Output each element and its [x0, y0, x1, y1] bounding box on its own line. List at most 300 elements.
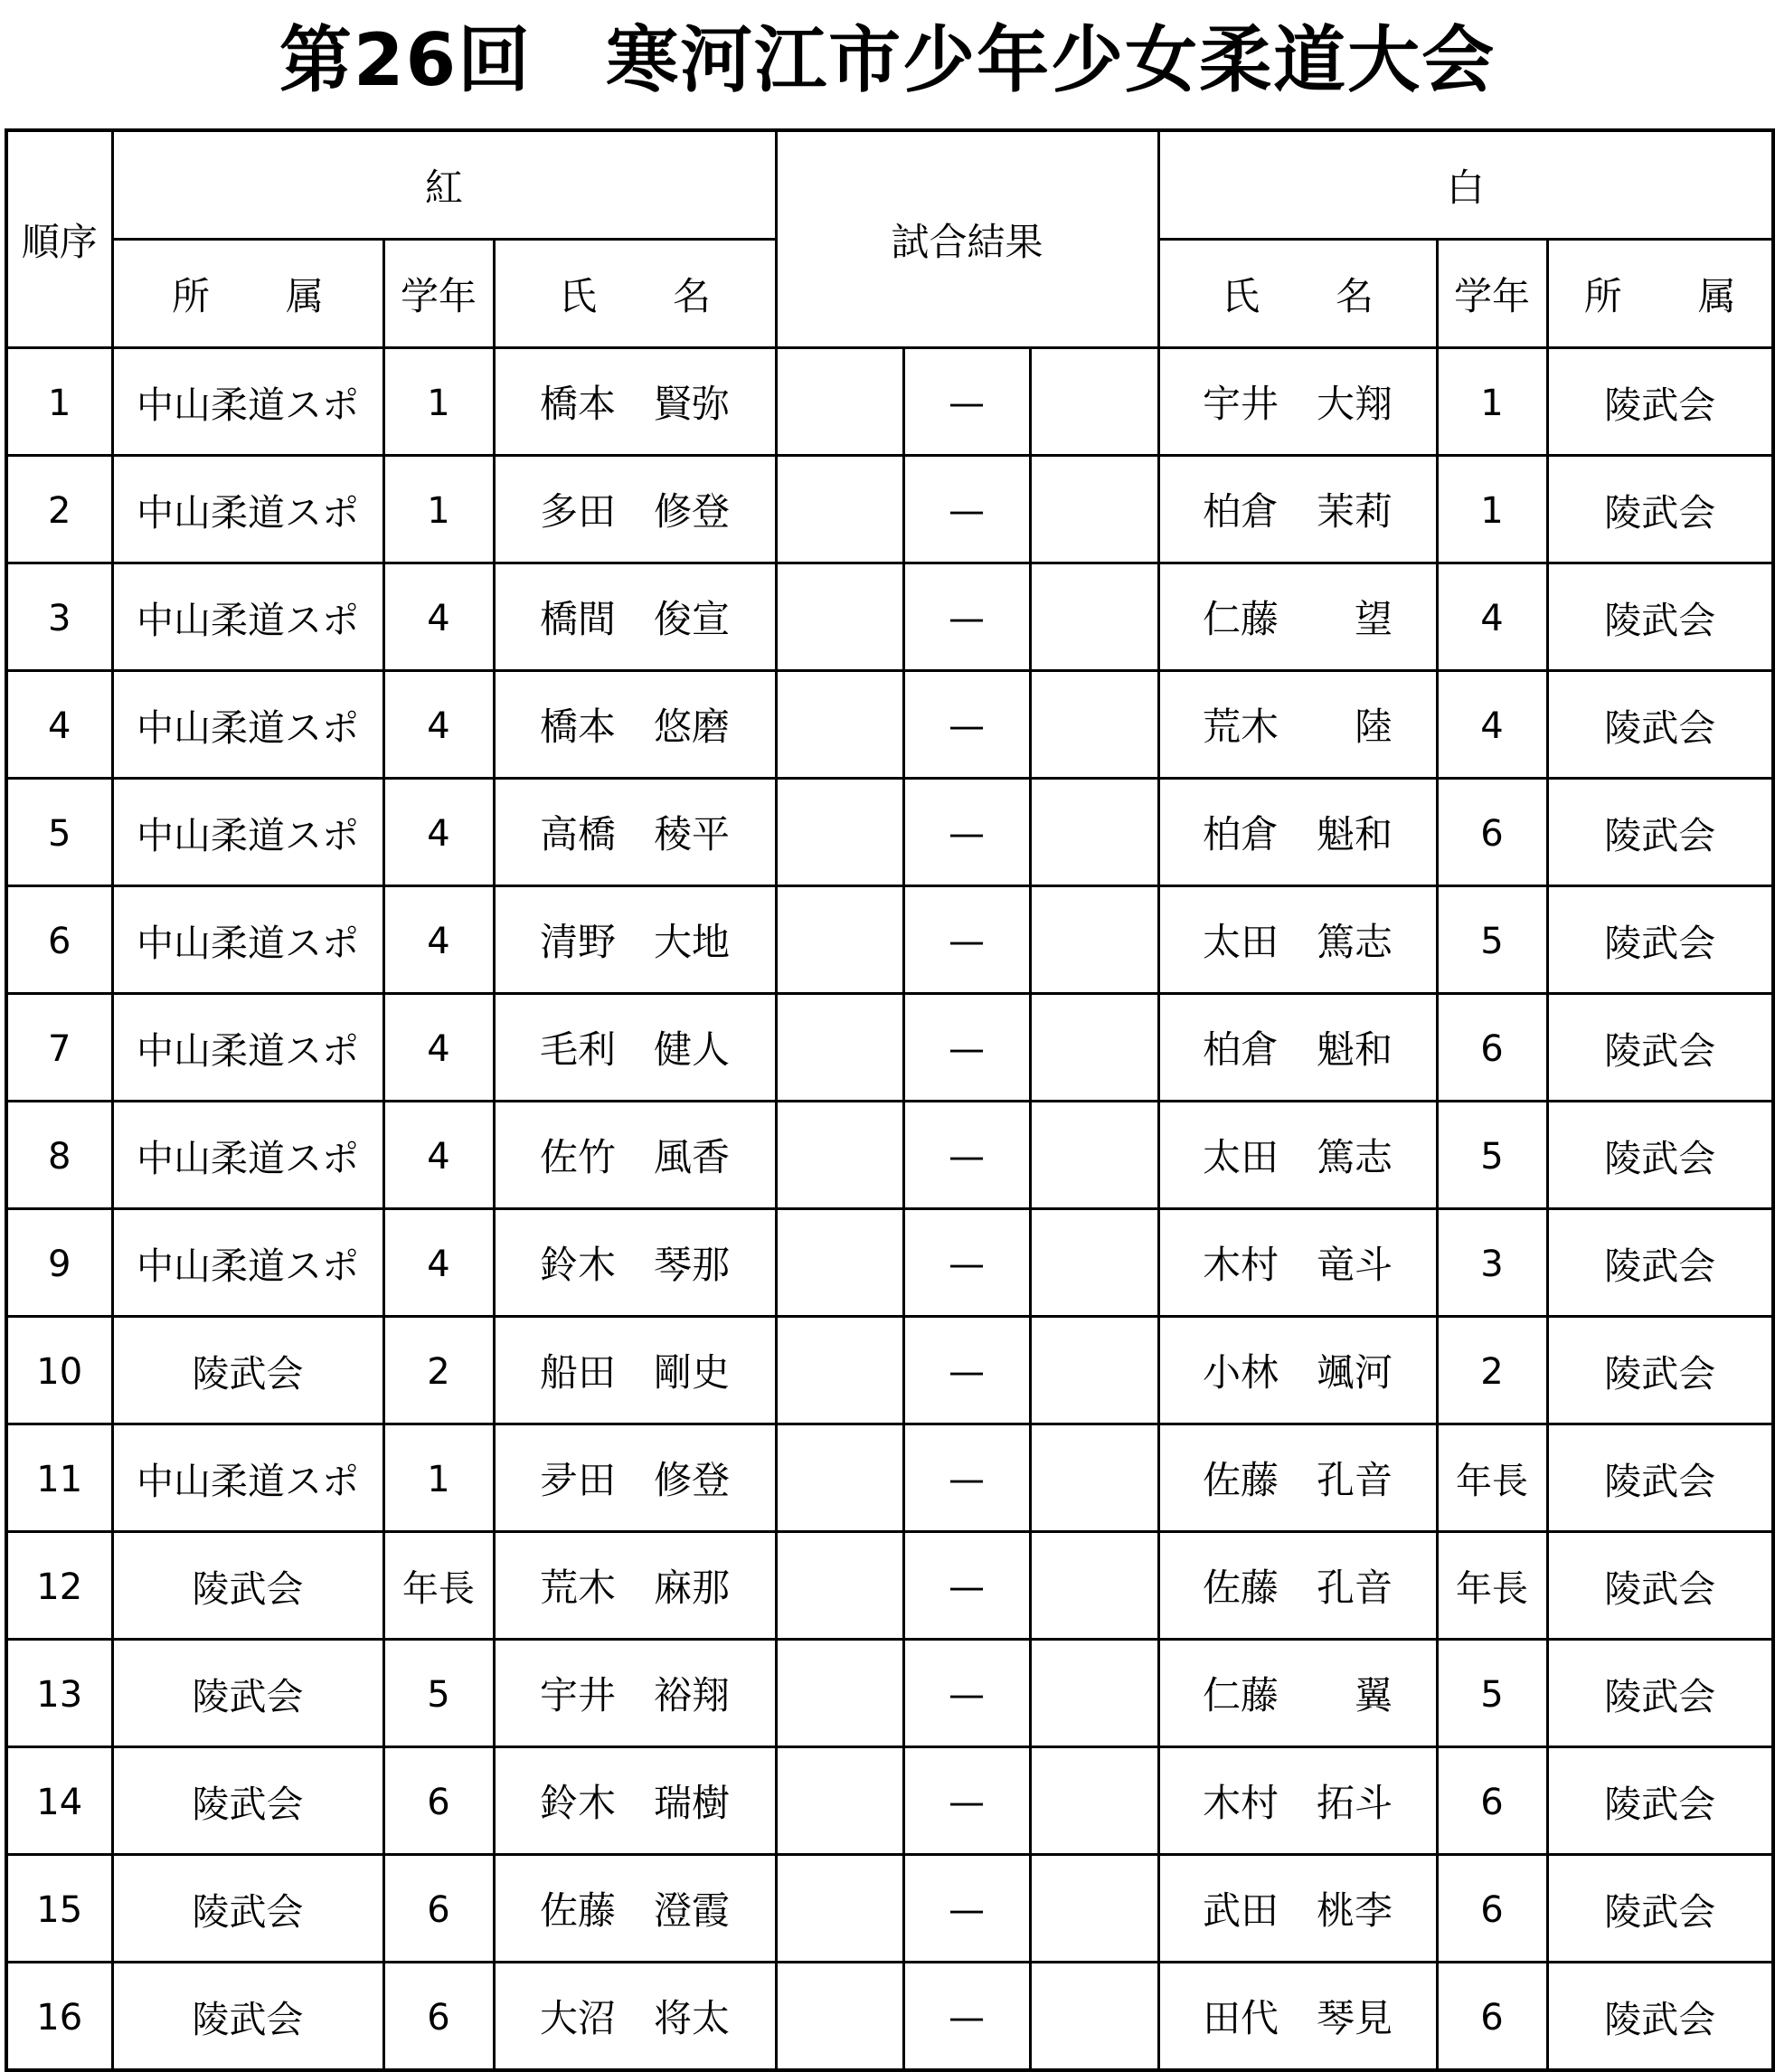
red-grade-cell-text: 4	[427, 705, 450, 747]
red-affiliation-cell	[112, 1102, 383, 1209]
white-grade-cell-text: 6	[1480, 1888, 1504, 1931]
red-score-cell	[776, 1640, 903, 1747]
white-name-cell-text: 佐藤 孔音	[1203, 1458, 1393, 1502]
order-cell-text: 16	[36, 1996, 83, 2039]
red-affiliation-cell-text: 陵武会	[192, 1997, 304, 2041]
table-row	[6, 671, 1773, 779]
score-separator	[903, 1424, 1030, 1532]
white-name-cell	[1158, 456, 1437, 563]
order-cell-text: 8	[48, 1135, 71, 1178]
red-grade-cell	[383, 456, 494, 563]
white-score-cell	[1030, 1747, 1158, 1855]
table-row	[6, 779, 1773, 886]
white-name-cell-text: 仁藤 翼	[1203, 1673, 1393, 1717]
page-title: 第26回 寒河江市少年少女柔道大会	[279, 18, 1496, 102]
red-grade-cell-text: 1	[427, 382, 450, 424]
red-name-cell-text: 宇井 裕翔	[540, 1673, 731, 1717]
white-affiliation-cell	[1547, 994, 1773, 1102]
table-row	[6, 994, 1773, 1102]
red-name-cell-text: 多田 修登	[540, 489, 731, 534]
order-cell	[6, 348, 112, 456]
score-separator-text: —	[949, 597, 986, 639]
red-name-cell-text: 大沼 将太	[540, 1996, 731, 2040]
white-grade-cell	[1437, 671, 1547, 779]
white-grade-cell-text: 5	[1480, 1135, 1504, 1178]
red-name-cell	[494, 563, 776, 671]
white-grade-cell	[1437, 1317, 1547, 1424]
white-affiliation-cell	[1547, 1640, 1773, 1747]
white-affiliation-cell-text: 陵武会	[1604, 1244, 1716, 1288]
white-grade-cell	[1437, 1855, 1547, 1963]
table-row	[6, 886, 1773, 994]
order-cell	[6, 1424, 112, 1532]
red-affiliation-cell	[112, 671, 383, 779]
red-affiliation-cell-text: 中山柔道スポ	[137, 598, 359, 642]
red-grade-cell-text: 2	[427, 1350, 450, 1393]
score-separator	[903, 671, 1030, 779]
table-row	[6, 1317, 1773, 1424]
red-name-cell	[494, 1317, 776, 1424]
red-affiliation-cell	[112, 1963, 383, 2071]
red-affiliation-cell	[112, 1532, 383, 1640]
red-score-cell	[776, 1102, 903, 1209]
red-grade-cell-text: 6	[427, 1996, 450, 2039]
red-score-cell	[776, 886, 903, 994]
red-grade-cell	[383, 1747, 494, 1855]
white-score-cell	[1030, 886, 1158, 994]
score-separator-text: —	[949, 920, 986, 962]
white-score-cell	[1030, 1532, 1158, 1640]
white-name-cell	[1158, 1855, 1437, 1963]
red-name-cell	[494, 994, 776, 1102]
order-cell-text: 10	[36, 1350, 83, 1393]
red-name-cell	[494, 1640, 776, 1747]
order-cell	[6, 779, 112, 886]
header-result: 試合結果	[776, 130, 1158, 348]
white-affiliation-cell-text: 陵武会	[1604, 1889, 1716, 1934]
red-grade-cell	[383, 1640, 494, 1747]
score-separator-text: —	[949, 1566, 986, 1608]
order-cell	[6, 1532, 112, 1640]
white-affiliation-cell-text: 陵武会	[1604, 705, 1716, 750]
score-separator	[903, 779, 1030, 886]
red-name-cell-text: 橋本 悠磨	[540, 705, 731, 749]
order-cell	[6, 456, 112, 563]
red-affiliation-cell-text: 中山柔道スポ	[137, 1459, 359, 1503]
white-affiliation-cell	[1547, 1102, 1773, 1209]
red-affiliation-cell	[112, 1855, 383, 1963]
red-score-cell	[776, 1209, 903, 1317]
table-row	[6, 1209, 1773, 1317]
white-name-cell	[1158, 886, 1437, 994]
red-score-cell	[776, 1963, 903, 2071]
header-row-top	[6, 130, 1773, 240]
score-separator-text: —	[949, 705, 986, 747]
red-score-cell	[776, 348, 903, 456]
red-grade-cell-text: 1	[427, 1458, 450, 1500]
red-affiliation-cell-text: 陵武会	[192, 1889, 304, 1934]
white-score-cell	[1030, 1209, 1158, 1317]
red-score-cell	[776, 1532, 903, 1640]
white-affiliation-cell	[1547, 1209, 1773, 1317]
white-affiliation-cell	[1547, 1532, 1773, 1640]
red-grade-cell-text: 6	[427, 1781, 450, 1823]
table-row	[6, 1102, 1773, 1209]
order-cell-text: 3	[48, 597, 71, 639]
table-row	[6, 456, 1773, 563]
red-score-cell	[776, 779, 903, 886]
red-score-cell	[776, 456, 903, 563]
red-name-cell	[494, 1424, 776, 1532]
red-grade-cell-text: 4	[427, 597, 450, 639]
red-grade-cell	[383, 348, 494, 456]
red-name-cell	[494, 1532, 776, 1640]
score-separator-text: —	[949, 812, 986, 855]
order-cell	[6, 886, 112, 994]
order-cell-text: 4	[48, 705, 71, 747]
match-table	[5, 128, 1775, 2072]
order-cell-text: 13	[36, 1673, 83, 1716]
score-separator-text: —	[949, 1027, 986, 1070]
white-grade-cell	[1437, 348, 1547, 456]
white-affiliation-cell	[1547, 456, 1773, 563]
white-score-cell	[1030, 671, 1158, 779]
white-name-cell-text: 武田 桃李	[1203, 1888, 1393, 1933]
score-separator-text: —	[949, 1996, 986, 2039]
red-affiliation-cell-text: 中山柔道スポ	[137, 383, 359, 427]
white-affiliation-cell-text: 陵武会	[1604, 1351, 1716, 1396]
red-affiliation-cell	[112, 994, 383, 1102]
header-red: 紅	[112, 130, 776, 240]
white-affiliation-cell	[1547, 1747, 1773, 1855]
white-affiliation-cell-text: 陵武会	[1604, 921, 1716, 965]
score-separator	[903, 1532, 1030, 1640]
red-affiliation-cell	[112, 1209, 383, 1317]
order-cell-text: 7	[48, 1027, 71, 1070]
white-score-cell	[1030, 1640, 1158, 1747]
white-affiliation-cell	[1547, 1424, 1773, 1532]
white-name-cell	[1158, 1209, 1437, 1317]
score-separator-text: —	[949, 1135, 986, 1178]
white-affiliation-cell	[1547, 348, 1773, 456]
white-score-cell	[1030, 456, 1158, 563]
score-separator	[903, 563, 1030, 671]
white-grade-cell-text: 6	[1480, 812, 1504, 855]
header-red-affiliation: 所 属	[112, 240, 383, 348]
red-name-cell-text: 鈴木 琴那	[540, 1243, 731, 1287]
match-rows	[6, 348, 1773, 2071]
score-separator	[903, 348, 1030, 456]
white-affiliation-cell	[1547, 1963, 1773, 2071]
white-name-cell	[1158, 1424, 1437, 1532]
score-separator-text: —	[949, 1350, 986, 1393]
table-row	[6, 1424, 1773, 1532]
red-score-cell	[776, 563, 903, 671]
white-grade-cell-text: 5	[1480, 1673, 1504, 1716]
red-grade-cell	[383, 1855, 494, 1963]
table-row	[6, 348, 1773, 456]
red-name-cell	[494, 456, 776, 563]
white-affiliation-cell	[1547, 671, 1773, 779]
red-grade-cell-text: 4	[427, 1243, 450, 1285]
red-name-cell-text: 荒木 麻那	[540, 1566, 731, 1610]
order-cell	[6, 1317, 112, 1424]
order-cell-text: 15	[36, 1888, 83, 1931]
red-affiliation-cell-text: 中山柔道スポ	[137, 705, 359, 750]
white-affiliation-cell-text: 陵武会	[1604, 383, 1716, 427]
white-name-cell-text: 佐藤 孔音	[1203, 1566, 1393, 1610]
score-separator	[903, 1102, 1030, 1209]
red-grade-cell	[383, 1102, 494, 1209]
red-affiliation-cell	[112, 779, 383, 886]
white-grade-cell-text: 6	[1480, 1996, 1504, 2039]
white-name-cell	[1158, 994, 1437, 1102]
white-score-cell	[1030, 1102, 1158, 1209]
header-red-name: 氏 名	[494, 240, 776, 348]
red-score-cell	[776, 1317, 903, 1424]
white-name-cell	[1158, 671, 1437, 779]
red-grade-cell-text: 4	[427, 1027, 450, 1070]
white-grade-cell	[1437, 1102, 1547, 1209]
red-affiliation-cell	[112, 456, 383, 563]
order-cell	[6, 1640, 112, 1747]
white-grade-cell-text: 1	[1480, 382, 1504, 424]
white-score-cell	[1030, 994, 1158, 1102]
red-score-cell	[776, 994, 903, 1102]
score-separator	[903, 994, 1030, 1102]
white-affiliation-cell	[1547, 779, 1773, 886]
red-affiliation-cell	[112, 886, 383, 994]
order-cell-text: 5	[48, 812, 71, 855]
white-grade-cell	[1437, 1640, 1547, 1747]
red-name-cell	[494, 1747, 776, 1855]
order-cell	[6, 671, 112, 779]
header-white-grade: 学年	[1437, 240, 1547, 348]
red-name-cell	[494, 671, 776, 779]
red-name-cell	[494, 1855, 776, 1963]
white-name-cell-text: 太田 篤志	[1203, 920, 1393, 964]
white-grade-cell	[1437, 779, 1547, 886]
table-row	[6, 1532, 1773, 1640]
score-separator	[903, 1317, 1030, 1424]
red-grade-cell	[383, 1963, 494, 2071]
white-affiliation-cell-text: 陵武会	[1604, 1028, 1716, 1073]
order-cell	[6, 1102, 112, 1209]
red-affiliation-cell-text: 中山柔道スポ	[137, 813, 359, 857]
white-name-cell-text: 木村 拓斗	[1203, 1781, 1393, 1825]
score-separator-text: —	[949, 1243, 986, 1285]
order-cell	[6, 563, 112, 671]
white-name-cell-text: 宇井 大翔	[1203, 382, 1393, 426]
order-cell-text: 14	[36, 1781, 83, 1823]
white-score-cell	[1030, 563, 1158, 671]
header-white: 白	[1158, 130, 1773, 240]
score-separator	[903, 1747, 1030, 1855]
red-name-cell	[494, 1963, 776, 2071]
white-score-cell	[1030, 1424, 1158, 1532]
red-name-cell-text: 佐藤 澄霞	[540, 1888, 731, 1933]
white-grade-cell	[1437, 1532, 1547, 1640]
white-affiliation-cell	[1547, 886, 1773, 994]
score-separator	[903, 456, 1030, 563]
white-grade-cell	[1437, 1747, 1547, 1855]
red-affiliation-cell	[112, 563, 383, 671]
red-name-cell-text: 佐竹 風香	[540, 1135, 731, 1179]
header-red-grade: 学年	[383, 240, 494, 348]
red-affiliation-cell	[112, 1747, 383, 1855]
table-row	[6, 1855, 1773, 1963]
white-name-cell	[1158, 563, 1437, 671]
header-white-affiliation: 所 属	[1547, 240, 1773, 348]
header-white-name: 氏 名	[1158, 240, 1437, 348]
score-separator	[903, 886, 1030, 994]
red-grade-cell-text: 1	[427, 489, 450, 532]
table-row	[6, 563, 1773, 671]
score-separator-text: —	[949, 1888, 986, 1931]
red-affiliation-cell	[112, 1640, 383, 1747]
red-name-cell-text: 橋間 俊宣	[540, 597, 731, 641]
white-grade-cell-text: 4	[1480, 705, 1504, 747]
white-name-cell-text: 柏倉 茉莉	[1203, 489, 1393, 534]
white-grade-cell-text: 年長	[1456, 1567, 1529, 1610]
table-row	[6, 1640, 1773, 1747]
white-affiliation-cell	[1547, 563, 1773, 671]
order-cell-text: 2	[48, 489, 71, 532]
white-grade-cell	[1437, 886, 1547, 994]
white-score-cell	[1030, 348, 1158, 456]
red-grade-cell	[383, 671, 494, 779]
white-affiliation-cell-text: 陵武会	[1604, 813, 1716, 857]
white-name-cell-text: 仁藤 望	[1203, 597, 1393, 641]
red-name-cell-text: 清野 大地	[540, 920, 731, 964]
red-name-cell	[494, 886, 776, 994]
white-name-cell	[1158, 1640, 1437, 1747]
red-affiliation-cell	[112, 1317, 383, 1424]
red-name-cell-text: 毛利 健人	[540, 1027, 731, 1072]
order-cell-text: 1	[48, 382, 71, 424]
white-grade-cell	[1437, 1209, 1547, 1317]
red-affiliation-cell-text: 陵武会	[192, 1566, 304, 1611]
white-score-cell	[1030, 1855, 1158, 1963]
score-separator	[903, 1963, 1030, 2071]
white-grade-cell-text: 5	[1480, 920, 1504, 962]
white-affiliation-cell	[1547, 1317, 1773, 1424]
red-affiliation-cell-text: 中山柔道スポ	[137, 921, 359, 965]
white-name-cell-text: 荒木 陸	[1203, 705, 1393, 749]
white-affiliation-cell-text: 陵武会	[1604, 598, 1716, 642]
red-grade-cell	[383, 779, 494, 886]
red-grade-cell	[383, 994, 494, 1102]
score-separator-text: —	[949, 489, 986, 532]
order-cell-text: 6	[48, 920, 71, 962]
table-row	[6, 1747, 1773, 1855]
red-affiliation-cell-text: 中山柔道スポ	[137, 490, 359, 535]
white-score-cell	[1030, 779, 1158, 886]
red-affiliation-cell	[112, 348, 383, 456]
header-order: 順序	[6, 130, 112, 348]
white-affiliation-cell-text: 陵武会	[1604, 1997, 1716, 2041]
white-name-cell	[1158, 779, 1437, 886]
white-grade-cell-text: 6	[1480, 1781, 1504, 1823]
white-affiliation-cell-text: 陵武会	[1604, 1782, 1716, 1826]
white-score-cell	[1030, 1317, 1158, 1424]
white-name-cell	[1158, 1532, 1437, 1640]
red-affiliation-cell-text: 中山柔道スポ	[137, 1244, 359, 1288]
score-separator-text: —	[949, 382, 986, 424]
red-affiliation-cell-text: 陵武会	[192, 1674, 304, 1718]
red-grade-cell-text: 4	[427, 812, 450, 855]
red-score-cell	[776, 1747, 903, 1855]
red-affiliation-cell-text: 陵武会	[192, 1782, 304, 1826]
red-name-cell-text: 橋本 賢弥	[540, 382, 731, 426]
white-name-cell-text: 小林 颯河	[1203, 1350, 1393, 1395]
score-separator-text: —	[949, 1781, 986, 1823]
score-separator	[903, 1855, 1030, 1963]
white-name-cell	[1158, 348, 1437, 456]
red-grade-cell-text: 年長	[402, 1567, 475, 1610]
white-score-cell	[1030, 1963, 1158, 2071]
white-name-cell	[1158, 1102, 1437, 1209]
white-grade-cell	[1437, 563, 1547, 671]
red-grade-cell	[383, 1532, 494, 1640]
table-row	[6, 1963, 1773, 2071]
white-grade-cell-text: 6	[1480, 1027, 1504, 1070]
red-grade-cell-text: 4	[427, 1135, 450, 1178]
red-score-cell	[776, 1424, 903, 1532]
red-grade-cell	[383, 1424, 494, 1532]
red-name-cell-text: 高橋 稜平	[540, 812, 731, 856]
red-name-cell	[494, 1102, 776, 1209]
order-cell	[6, 1209, 112, 1317]
white-affiliation-cell-text: 陵武会	[1604, 1674, 1716, 1718]
red-grade-cell	[383, 886, 494, 994]
red-name-cell-text: 船田 剛史	[540, 1350, 731, 1395]
red-grade-cell-text: 4	[427, 920, 450, 962]
score-separator-text: —	[949, 1458, 986, 1500]
red-score-cell	[776, 1855, 903, 1963]
score-separator	[903, 1209, 1030, 1317]
white-affiliation-cell-text: 陵武会	[1604, 1136, 1716, 1180]
white-grade-cell	[1437, 456, 1547, 563]
red-name-cell	[494, 1209, 776, 1317]
white-name-cell-text: 柏倉 魁和	[1203, 812, 1393, 856]
red-name-cell-text: 鈴木 瑞樹	[540, 1781, 731, 1825]
white-grade-cell-text: 2	[1480, 1350, 1504, 1393]
white-name-cell-text: 柏倉 魁和	[1203, 1027, 1393, 1072]
red-affiliation-cell-text: 陵武会	[192, 1351, 304, 1396]
white-grade-cell-text: 4	[1480, 597, 1504, 639]
order-cell-text: 9	[48, 1243, 71, 1285]
white-name-cell	[1158, 1747, 1437, 1855]
order-cell-text: 12	[36, 1566, 83, 1608]
white-name-cell-text: 太田 篤志	[1203, 1135, 1393, 1179]
white-name-cell-text: 木村 竜斗	[1203, 1243, 1393, 1287]
white-affiliation-cell-text: 陵武会	[1604, 1566, 1716, 1611]
white-name-cell	[1158, 1317, 1437, 1424]
red-affiliation-cell	[112, 1424, 383, 1532]
white-grade-cell	[1437, 1963, 1547, 2071]
white-grade-cell-text: 1	[1480, 489, 1504, 532]
white-grade-cell-text: 年長	[1456, 1460, 1529, 1502]
order-cell	[6, 1855, 112, 1963]
order-cell	[6, 1747, 112, 1855]
white-grade-cell-text: 3	[1480, 1243, 1504, 1285]
white-grade-cell	[1437, 994, 1547, 1102]
order-cell-text: 11	[36, 1458, 83, 1500]
white-affiliation-cell-text: 陵武会	[1604, 1459, 1716, 1503]
red-grade-cell	[383, 1209, 494, 1317]
red-affiliation-cell-text: 中山柔道スポ	[137, 1028, 359, 1073]
